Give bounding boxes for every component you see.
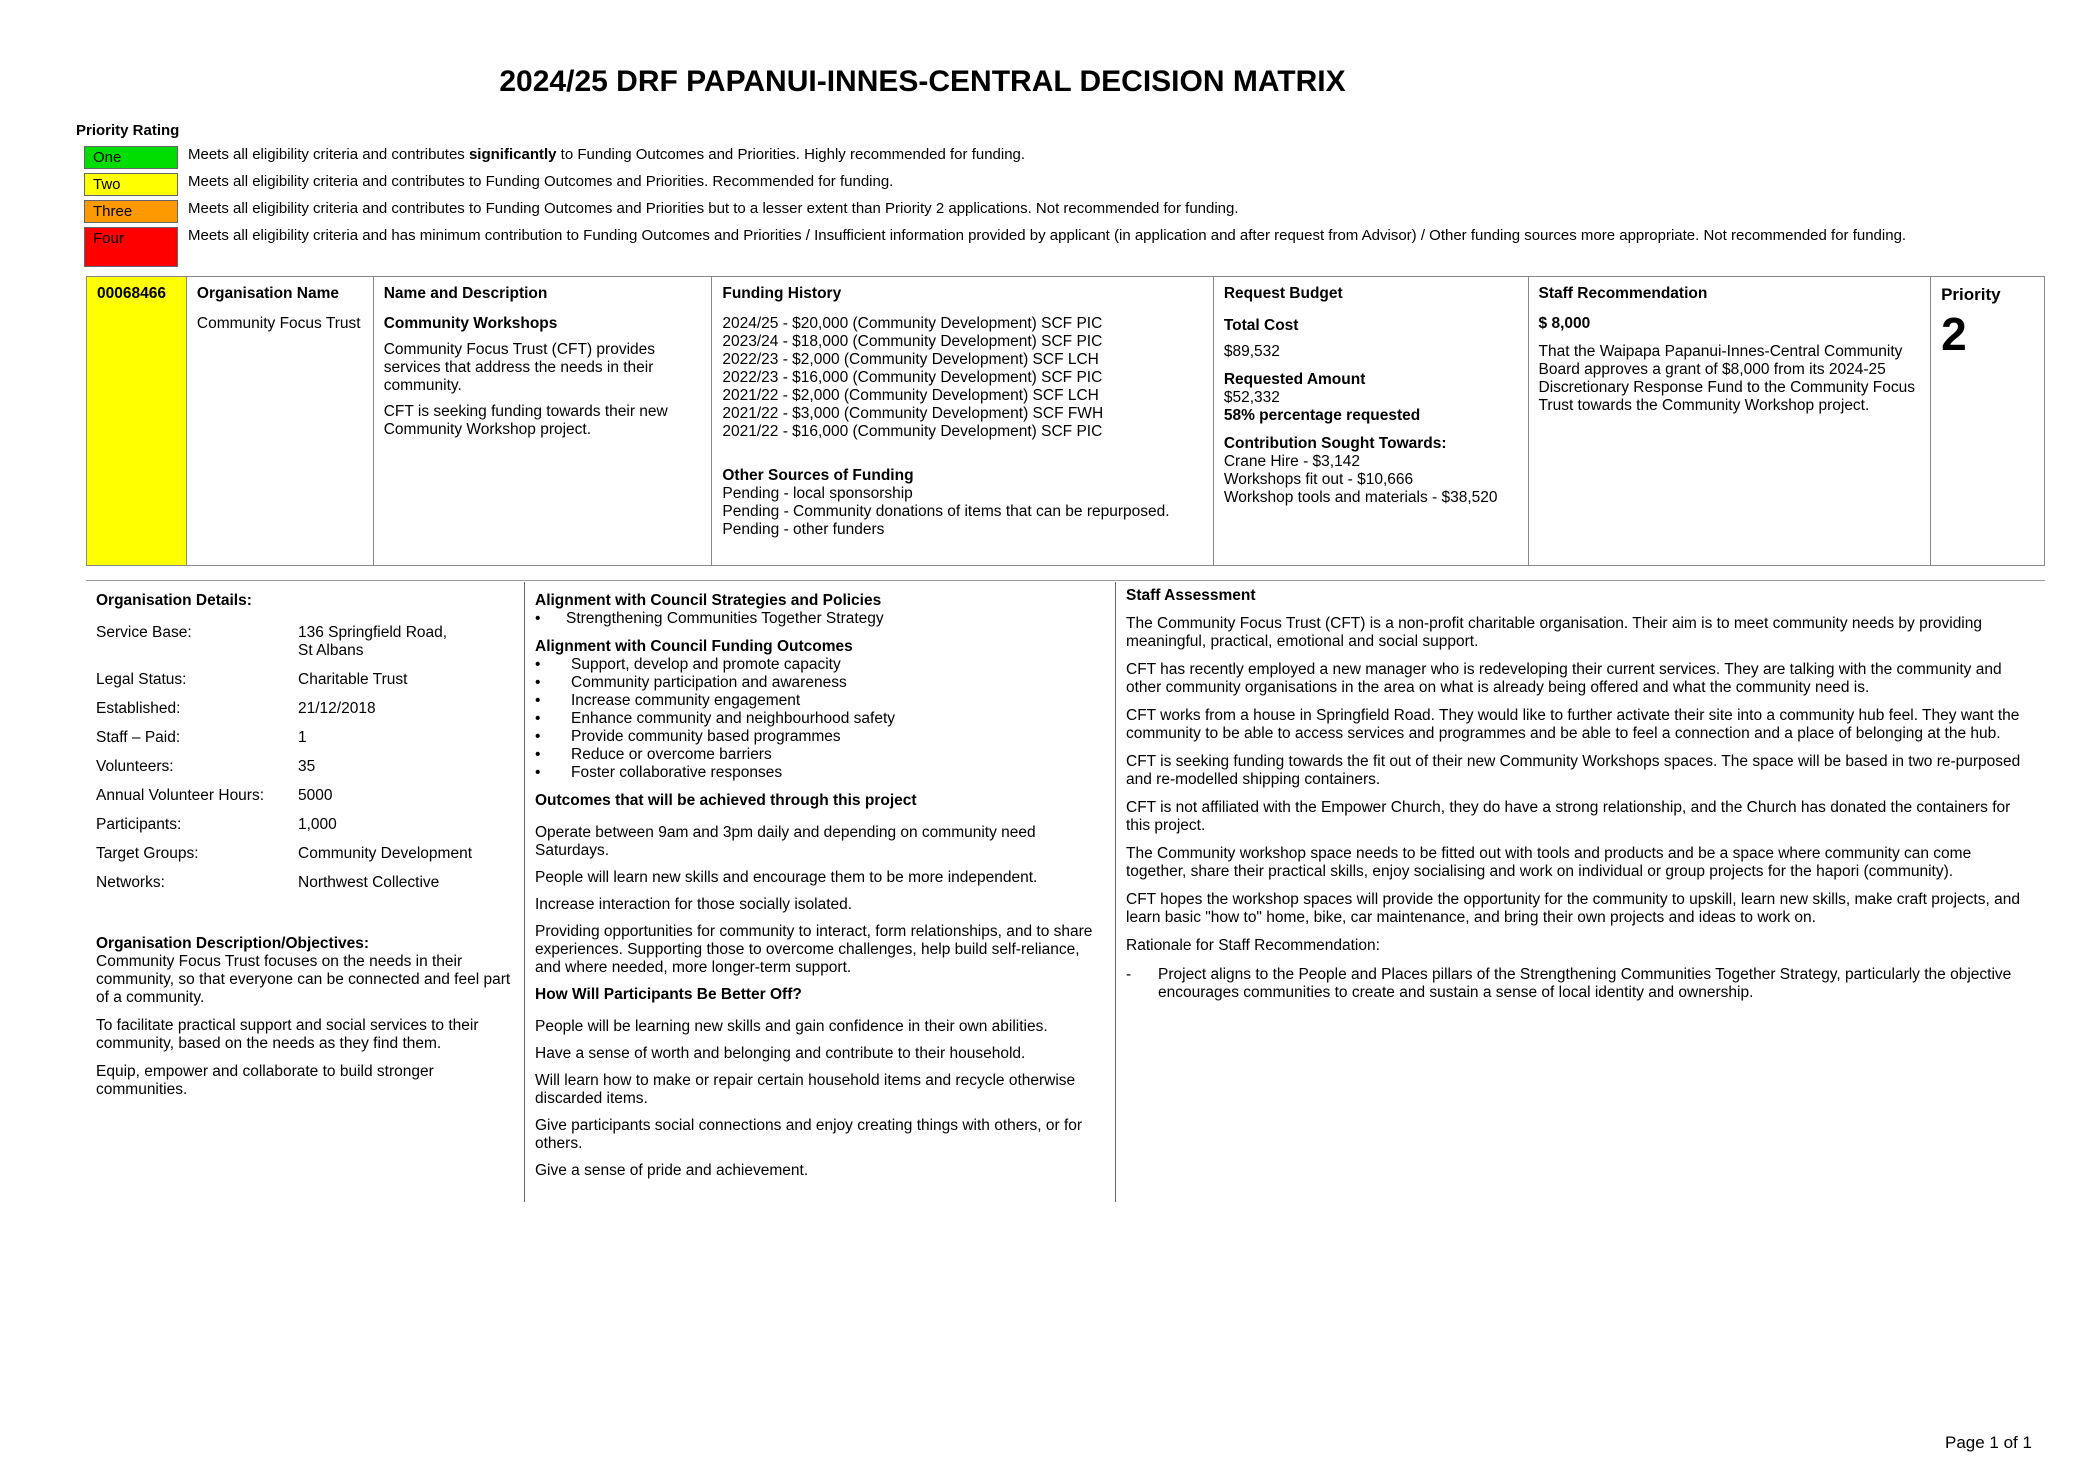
detail-value: Northwest Collective	[298, 874, 440, 891]
better-off-item: Give a sense of pride and achievement.	[535, 1162, 809, 1179]
funding-outcome-item: • Provide community based programmes	[535, 728, 1105, 746]
funding-history-item: 2021/22 - $16,000 (Community Development) SCF PIC	[722, 423, 1103, 440]
rating-row-four	[84, 227, 1984, 267]
detail-label: Participants:	[96, 816, 182, 833]
funding-history-item: 2021/22 - $3,000 (Community Development) SCF FWH	[722, 405, 1104, 422]
better-off-item: Have a sense of worth and belonging and contribute to their household.	[535, 1045, 1026, 1062]
contribution-item: Workshops fit out - $10,666	[1223, 471, 1414, 488]
other-source-item: Pending - Community donations of items that can be repurposed.	[722, 503, 1170, 520]
project-description-1: Community Focus Trust (CFT) provides services that address the needs in their community.	[383, 341, 656, 394]
detail-row-participants	[96, 816, 514, 834]
better-off-item: People will be learning new skills and gain confidence in their own abilities.	[535, 1018, 1048, 1035]
detail-row-volunteer-hours	[96, 787, 514, 805]
staff-recommendation-amount: $ 8,000	[1538, 315, 1591, 332]
rating-desc-three: Meets all eligibility criteria and contributes to Funding Outcomes and Priorities but to a lesser extent than Priority 2 applications. Not recommended for funding.	[188, 200, 1239, 217]
application-id: 00068466	[97, 285, 166, 302]
detail-label: Legal Status:	[96, 671, 187, 688]
detail-row-staff-paid	[96, 729, 514, 747]
funding-history-item: 2022/23 - $2,000 (Community Development) SCF LCH	[722, 351, 1099, 368]
request-budget-cell	[1214, 277, 1529, 565]
better-off-item: Give participants social connections and enjoy creating things with others, or for others.	[535, 1117, 1083, 1152]
staff-recommendation-text: That the Waipapa Papanui-Innes-Central Community Board approves a grant of $8,000 from its 2024-25 Discretionary Response Fund to the Community Focus Trust towards the Community Workshop project.	[1538, 343, 1915, 414]
funding-history-cell	[712, 277, 1213, 565]
strategies-list	[535, 610, 1105, 628]
detail-row-service-base	[96, 624, 514, 660]
funding-outcomes-list	[535, 656, 1105, 782]
funding-outcome-item: • Foster collaborative responses	[535, 764, 1105, 782]
contribution-item: Workshop tools and materials - $38,520	[1223, 489, 1498, 506]
assessment-paragraph: CFT works from a house in Springfield Road. They would like to further activate their site into a community hub feel. They want the community to be able to access services and programmes and be able to feel a connection and a place of belonging at the hub.	[1126, 707, 2020, 742]
organisation-description-heading: Organisation Description/Objectives:	[96, 935, 370, 952]
funding-history-item: 2023/24 - $18,000 (Community Development) SCF PIC	[722, 333, 1103, 350]
detail-value: Charitable Trust	[298, 671, 408, 688]
organisation-description: Community Focus Trust focuses on the needs in their community, so that everyone can be connected and feel part of a community.	[96, 953, 511, 1006]
alignment-section	[524, 582, 1116, 1202]
section-divider	[86, 580, 2045, 581]
rating-swatch-three: Three	[84, 200, 178, 223]
organisation-name-cell	[187, 277, 374, 565]
organisation-name-heading: Organisation Name	[196, 285, 340, 302]
strategy-item: • Strengthening Communities Together Strategy	[535, 610, 1105, 628]
detail-label: Networks:	[96, 874, 165, 891]
detail-value: 136 Springfield Road, St Albans	[298, 624, 448, 659]
requested-amount-value: $52,332	[1223, 389, 1280, 406]
detail-label: Annual Volunteer Hours:	[96, 787, 265, 804]
assessment-paragraph: The Community Focus Trust (CFT) is a non-profit charitable organisation. Their aim is to meet community needs by providing meaningful, practical, emotional and social support.	[1126, 615, 1982, 650]
priority-rating-legend	[84, 146, 1984, 271]
request-budget-heading: Request Budget	[1223, 285, 1343, 302]
contribution-heading: Contribution Sought Towards:	[1223, 435, 1447, 452]
staff-recommendation-cell	[1529, 277, 1932, 565]
other-source-item: Pending - local sponsorship	[722, 485, 913, 502]
rating-row-one	[84, 146, 1984, 169]
organisation-details-heading: Organisation Details:	[96, 592, 252, 609]
funding-outcome-item: • Increase community engagement	[535, 692, 1105, 710]
requested-amount-label: Requested Amount	[1223, 371, 1366, 388]
detail-row-networks	[96, 874, 514, 892]
staff-assessment-heading: Staff Assessment	[1126, 587, 1256, 604]
rating-desc-one: Meets all eligibility criteria and contributes significantly to Funding Outcomes and Priorities. Highly recommended for funding.	[188, 146, 1026, 163]
organisation-details-section	[86, 582, 524, 1117]
other-source-item: Pending - other funders	[722, 521, 885, 538]
project-name: Community Workshops	[383, 315, 558, 332]
percentage-requested: 58% percentage requested	[1223, 407, 1421, 424]
detail-label: Established:	[96, 700, 181, 717]
detail-row-legal-status	[96, 671, 514, 689]
rating-swatch-four: Four	[84, 227, 178, 267]
priority-rating-heading: Priority Rating	[76, 122, 180, 139]
rating-desc-two: Meets all eligibility criteria and contributes to Funding Outcomes and Priorities. Recommended for funding.	[188, 173, 894, 190]
detail-label: Staff – Paid:	[96, 729, 181, 746]
organisation-description: To facilitate practical support and social services to their community, based on the needs as they find them.	[96, 1017, 479, 1052]
other-sources-heading: Other Sources of Funding	[722, 467, 914, 484]
better-off-heading: How Will Participants Be Better Off?	[535, 986, 802, 1003]
staff-recommendation-heading: Staff Recommendation	[1538, 285, 1708, 302]
assessment-paragraph: CFT has recently employed a new manager who is redeveloping their current services. They are talking with the community and other community organisations in the area on what is already being offered and what the community need is.	[1126, 661, 2002, 696]
detail-value: 21/12/2018	[298, 700, 376, 717]
funding-outcome-item: • Reduce or overcome barriers	[535, 746, 1105, 764]
detail-value: 1	[298, 729, 307, 746]
funding-outcome-item: • Community participation and awareness	[535, 674, 1105, 692]
rating-row-two	[84, 173, 1984, 196]
funding-history-item: 2024/25 - $20,000 (Community Development) SCF PIC	[722, 315, 1103, 332]
detail-row-established	[96, 700, 514, 718]
assessment-paragraph: The Community workshop space needs to be fitted out with tools and products and be a space where community can come together, share their practical skills, enjoy socialising and work on individual or group projects for the hapori (community).	[1126, 845, 1972, 880]
organisation-name: Community Focus Trust	[196, 315, 361, 332]
rating-desc-four: Meets all eligibility criteria and has minimum contribution to Funding Outcomes and Priorities / Insufficient information provided by applicant (in application and after request from Advisor) / Other funding sources more appropriate. Not recommended for funding.	[188, 227, 1907, 244]
detail-row-target-groups	[96, 845, 514, 863]
assessment-paragraph: CFT is seeking funding towards the fit out of their new Community Workshops spaces. The space will be based in two re-purposed and re-modelled shipping containers.	[1126, 753, 2021, 788]
funding-history-heading: Funding History	[722, 285, 842, 302]
achieved-outcome: Operate between 9am and 3pm daily and depending on community need Saturdays.	[535, 824, 1036, 859]
achieved-outcome: People will learn new skills and encourage them to be more independent.	[535, 869, 1038, 886]
organisation-description: Equip, empower and collaborate to build stronger communities.	[96, 1063, 434, 1098]
priority-cell	[1931, 277, 2044, 565]
priority-value: 2	[1941, 308, 1967, 360]
decision-matrix-row	[86, 276, 2045, 566]
total-cost-label: Total Cost	[1223, 317, 1299, 334]
funding-outcomes-heading: Alignment with Council Funding Outcomes	[535, 638, 853, 655]
name-description-heading: Name and Description	[383, 285, 548, 302]
strategies-heading: Alignment with Council Strategies and Policies	[535, 592, 882, 609]
page-title: 2024/25 DRF PAPANUI-INNES-CENTRAL DECISION MATRIX	[499, 65, 1346, 98]
staff-assessment-section	[1116, 582, 2045, 1007]
total-cost-value: $89,532	[1223, 343, 1280, 360]
rating-swatch-two: Two	[84, 173, 178, 196]
name-description-cell	[374, 277, 713, 565]
assessment-paragraph: CFT hopes the workshop spaces will provide the opportunity for the community to upskill, learn new skills, make craft projects, and learn basic "how to" home, bike, car maintenance, and bring their own projects and ideas to work on.	[1126, 891, 2020, 926]
funding-outcome-item: • Support, develop and promote capacity	[535, 656, 1105, 674]
priority-heading: Priority	[1941, 285, 2001, 304]
detail-label: Volunteers:	[96, 758, 174, 775]
rationale-heading: Rationale for Staff Recommendation:	[1126, 937, 1380, 954]
assessment-paragraph: CFT is not affiliated with the Empower Church, they do have a strong relationship, and the Church has donated the containers for this project.	[1126, 799, 2011, 834]
detail-label: Target Groups:	[96, 845, 199, 862]
detail-value: Community Development	[298, 845, 473, 862]
achieved-outcomes-heading: Outcomes that will be achieved through this project	[535, 792, 917, 809]
funding-outcome-item: • Enhance community and neighbourhood safety	[535, 710, 1105, 728]
rating-row-three	[84, 200, 1984, 223]
achieved-outcome: Providing opportunities for community to interact, form relationships, and to share experiences. Supporting those to overcome challenges, help build self-reliance, and where needed, more longer-term support.	[535, 923, 1093, 976]
detail-value: 35	[298, 758, 316, 775]
project-description-2: CFT is seeking funding towards their new Community Workshop project.	[383, 403, 668, 438]
detail-value: 1,000	[298, 816, 337, 833]
detail-value: 5000	[298, 787, 333, 804]
better-off-item: Will learn how to make or repair certain household items and recycle otherwise discarded items.	[535, 1072, 1076, 1107]
achieved-outcome: Increase interaction for those socially isolated.	[535, 896, 853, 913]
rationale-item: - Project aligns to the People and Places pillars of the Strengthening Communities Together Strategy, particularly the objective encourages communities to create and sustain a sense of local identity and ownership.	[1126, 966, 2035, 1002]
detail-label: Service Base:	[96, 624, 192, 641]
rationale-list	[1126, 966, 2035, 1002]
application-id-cell	[87, 277, 187, 565]
page-number: Page 1 of 1	[1945, 1433, 2032, 1452]
funding-history-item: 2022/23 - $16,000 (Community Development) SCF PIC	[722, 369, 1103, 386]
rating-swatch-one: One	[84, 146, 178, 169]
funding-history-item: 2021/22 - $2,000 (Community Development) SCF LCH	[722, 387, 1099, 404]
contribution-item: Crane Hire - $3,142	[1223, 453, 1360, 470]
detail-row-volunteers	[96, 758, 514, 776]
